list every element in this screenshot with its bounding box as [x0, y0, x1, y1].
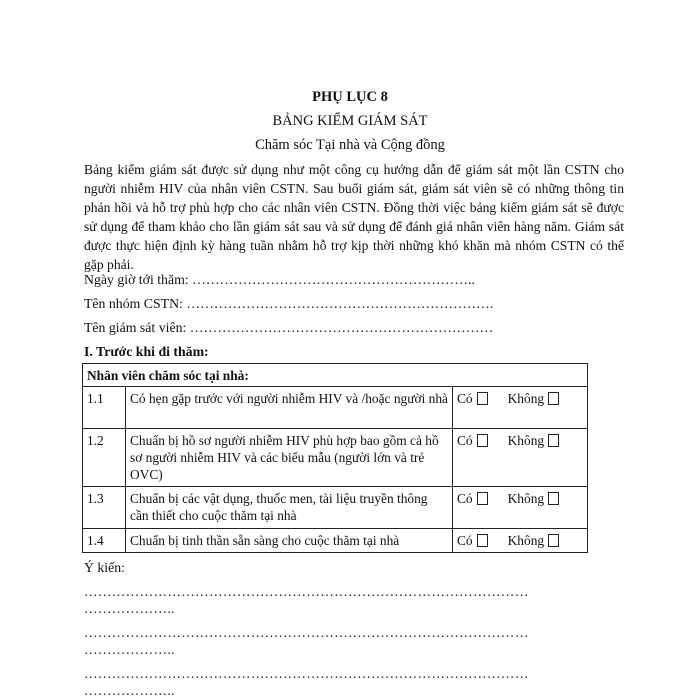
table-row: [83, 529, 588, 553]
opinion-line[interactable]: ………………..: [84, 601, 175, 616]
row-text: Chuẩn bị tinh thần sẵn sàng cho cuộc thăm tại nhà: [126, 529, 453, 553]
document-subtitle: Chăm sóc Tại nhà và Cộng đồng: [255, 137, 445, 153]
row-text: Chuẩn bị các vật dụng, thuốc men, tài liệu truyền thông cần thiết cho cuộc thăm tại nhà: [126, 487, 453, 529]
no-checkbox[interactable]: [548, 392, 559, 405]
table-row: [83, 429, 588, 487]
document-title: BẢNG KIỂM GIÁM SÁT: [272, 113, 428, 129]
opinion-label: Ý kiến:: [84, 560, 125, 575]
opinion-line[interactable]: ………………..: [84, 683, 175, 698]
table-row: [83, 487, 588, 529]
table-header-row: [83, 364, 588, 387]
supervisor-field: Tên giám sát viên: …………………………………………………………: [84, 320, 494, 335]
answer-cell: [453, 529, 588, 553]
team-name-field: Tên nhóm CSTN: ………………………………………………………….: [84, 296, 494, 311]
answer-cell: [453, 387, 588, 429]
row-number: 1.1: [83, 387, 126, 429]
no-checkbox[interactable]: [548, 534, 559, 547]
yes-label: Có: [457, 433, 473, 448]
no-label: Không: [507, 533, 545, 548]
row-text: Chuẩn bị hồ sơ người nhiễm HIV phù hợp bao gồm cả hồ sơ người nhiễm HIV và các biểu mẫu (người lớn và trẻ OVC): [126, 429, 453, 487]
yes-label: Có: [457, 391, 473, 406]
no-checkbox[interactable]: [548, 434, 559, 447]
row-number: 1.2: [83, 429, 126, 487]
answer-cell: [453, 487, 588, 529]
table-header: Nhân viên chăm sóc tại nhà:: [83, 364, 588, 387]
yes-checkbox[interactable]: [477, 392, 488, 405]
no-label: Không: [507, 433, 545, 448]
no-label: Không: [507, 391, 545, 406]
opinion-line[interactable]: ……………………………………………………………………………………: [84, 584, 529, 599]
no-label: Không: [507, 491, 545, 506]
yes-checkbox[interactable]: [477, 534, 488, 547]
opinion-line[interactable]: ……………………………………………………………………………………: [84, 625, 529, 640]
row-number: 1.3: [83, 487, 126, 529]
section-heading: I. Trước khi đi thăm:: [84, 344, 209, 359]
row-text: Có hẹn gặp trước với người nhiễm HIV và /hoặc người nhà: [126, 387, 453, 429]
yes-label: Có: [457, 491, 473, 506]
answer-cell: [453, 429, 588, 487]
row-number: 1.4: [83, 529, 126, 553]
intro-paragraph: Bảng kiểm giám sát được sử dụng như một công cụ hướng dẫn để giám sát một lần CSTN cho người nhiễm HIV của nhân viên CSTN. Sau buổi giám sát, giám sát viên sẽ có những thông tin phản hồi và hỗ trợ phù hợp cho các nhân viên CSTN. Đồng thời việc bảng kiểm giám sát sẽ được sử dụng để tham khảo cho lần giám sát sau và sử dụng để đánh giá nhân viên hàng năm. Giám sát được thực hiện định kỳ hàng tuần nhằm hỗ trợ kịp thời những khó khăn mà nhóm CSTN có thể gặp phải.: [84, 162, 624, 272]
table-row: [83, 387, 588, 429]
no-checkbox[interactable]: [548, 492, 559, 505]
appendix-heading: PHỤ LỤC 8: [312, 89, 388, 105]
yes-checkbox[interactable]: [477, 434, 488, 447]
yes-checkbox[interactable]: [477, 492, 488, 505]
opinion-line[interactable]: ……………………………………………………………………………………: [84, 666, 529, 681]
checklist-table: [82, 363, 588, 553]
yes-label: Có: [457, 533, 473, 548]
opinion-line[interactable]: ………………..: [84, 642, 175, 657]
visit-date-field: Ngày giờ tới thăm: ……………………………………………………..: [84, 272, 475, 287]
